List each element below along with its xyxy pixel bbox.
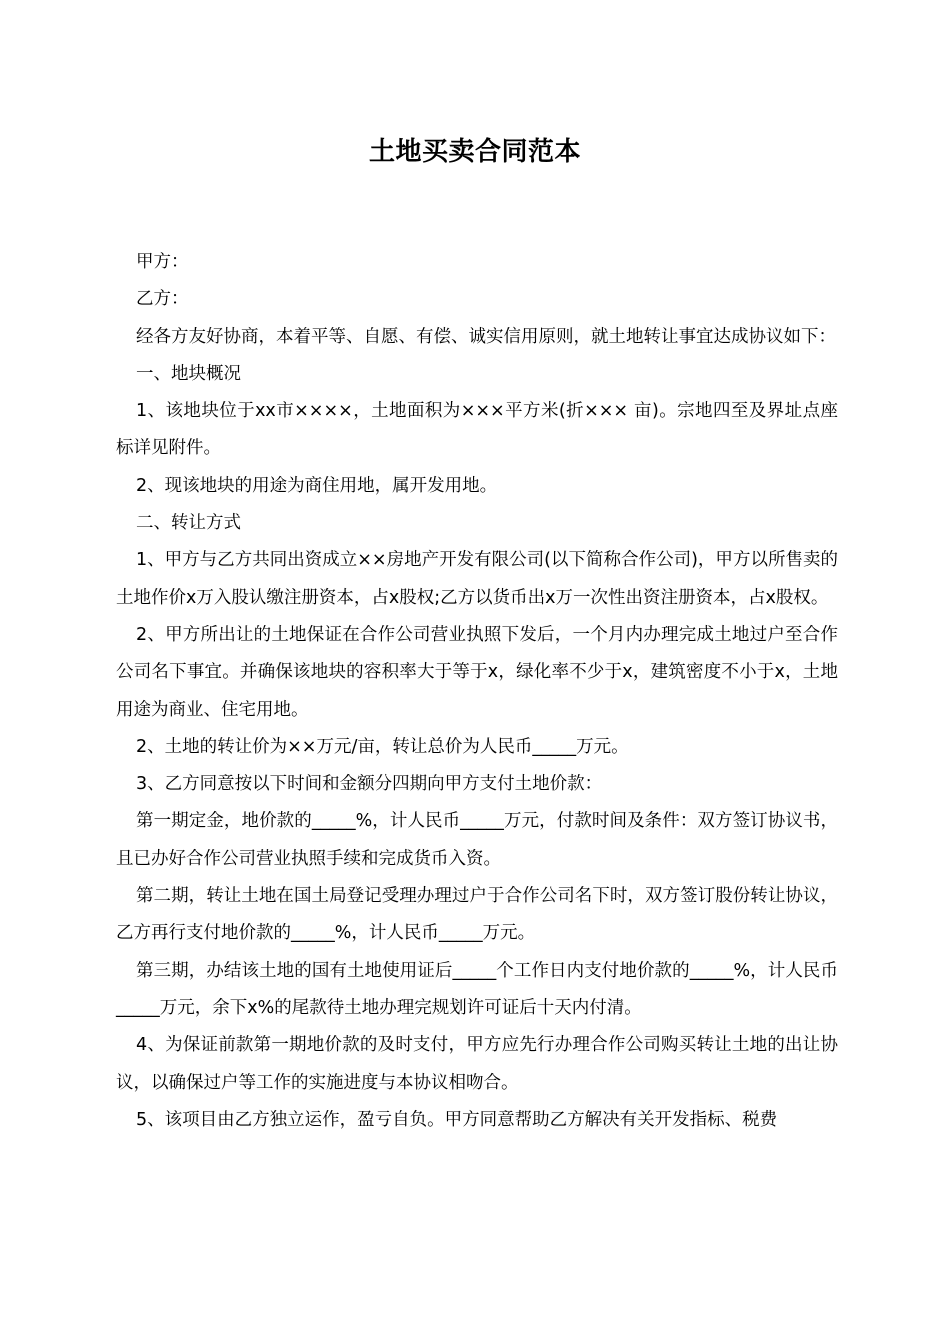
preamble-paragraph: 经各方友好协商，本着平等、自愿、有偿、诚实信用原则，就土地转让事宜达成协议如下： (136, 326, 836, 347)
payment-phase-paragraph: 第三期，办结该土地的国有土地使用证后_____个工作日内支付地价款的_____%，计人民币_____万元，余下x%的尾款待土地办理完规划许可证后十天内付清。 (116, 960, 838, 1018)
document-title: 土地买卖合同范本 (368, 137, 581, 167)
clause-paragraph: 1、甲方与乙方共同出资成立××房地产开发有限公司(以下简称合作公司)，甲方以所售卖的土地作价x万入股认缴注册资本，占x股权;乙方以货币出x万一次性出资注册资本，占x股权。 (116, 550, 838, 608)
payment-phase-paragraph: 第二期，转让土地在国土局登记受理办理过户于合作公司名下时，双方签订股份转让协议，乙方再行支付地价款的_____%，计人民币_____万元。 (116, 886, 838, 944)
section-heading-transfer-method: 二、转让方式 (136, 513, 241, 534)
clause-paragraph: 1、该地块位于xx市××××，土地面积为×××平方米(折××× 亩)。宗地四至及界址点座标详见附件。 (116, 401, 838, 459)
clause-paragraph: 3、乙方同意按以下时间和金额分四期向甲方支付土地价款： (136, 774, 603, 795)
document-body (116, 244, 838, 1139)
clause-paragraph: 4、为保证前款第一期地价款的及时支付，甲方应先行办理合作公司购买转让土地的出让协议，以确保过户等工作的实施进度与本协议相吻合。 (116, 1035, 838, 1093)
clause-paragraph: 2、土地的转让价为××万元/亩，转让总价为人民币_____万元。 (136, 736, 629, 757)
payment-phase-paragraph: 第一期定金，地价款的_____%，计人民币_____万元，付款时间及条件：双方签订协议书，且已办好合作公司营业执照手续和完成货币入资。 (116, 811, 838, 869)
party-a-line: 甲方： (136, 252, 189, 272)
party-b-line: 乙方： (136, 289, 189, 310)
clause-paragraph: 2、现该地块的用途为商住用地，属开发用地。 (136, 475, 498, 496)
clause-paragraph: 2、甲方所出让的土地保证在合作公司营业执照下发后，一个月内办理完成土地过户至合作公司名下事宜。并确保该地块的容积率大于等于x，绿化率不少于x，建筑密度不小于x，土地用途为商业、住宅用地。 (116, 624, 838, 720)
clause-paragraph: 5、该项目由乙方独立运作，盈亏自负。甲方同意帮助乙方解决有关开发指标、税费 (136, 1109, 778, 1130)
section-heading-land-overview: 一、地块概况 (136, 363, 241, 384)
